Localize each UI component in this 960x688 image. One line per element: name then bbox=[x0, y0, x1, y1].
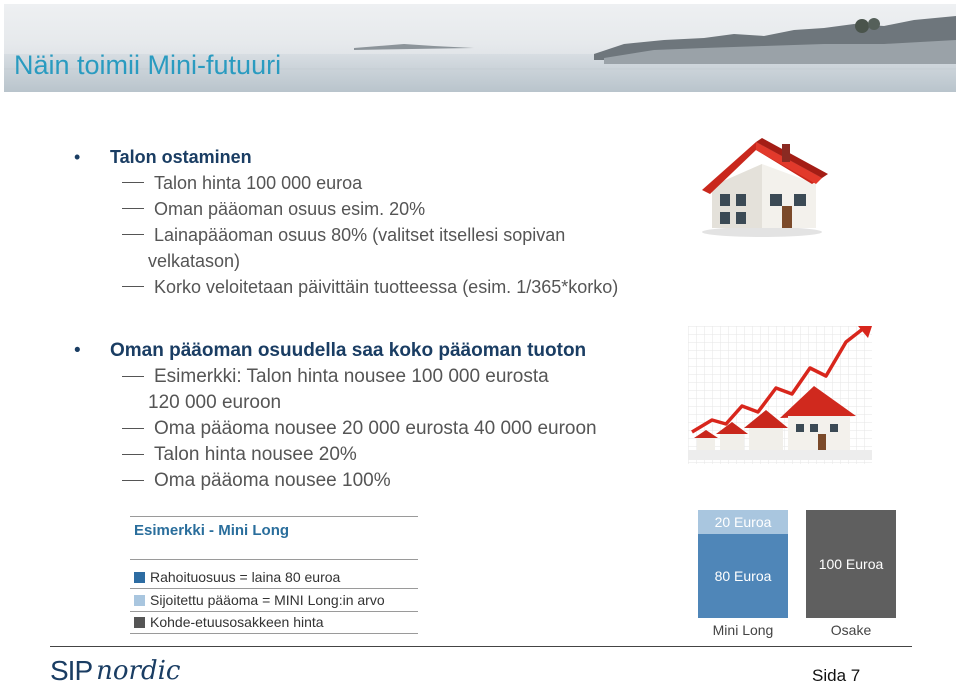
page-number: Sida 7 bbox=[812, 666, 861, 685]
dash-icon bbox=[122, 376, 144, 377]
house-icon bbox=[698, 134, 828, 238]
legend-swatch bbox=[134, 572, 145, 583]
dash-icon bbox=[122, 286, 144, 287]
comparison-bars bbox=[696, 508, 906, 642]
dash-icon bbox=[122, 182, 144, 183]
dash-icon bbox=[122, 480, 144, 481]
sub-bullet: Esimerkki: Talon hinta nousee 100 000 eurosta bbox=[74, 364, 694, 390]
rising-houses-icon bbox=[688, 326, 872, 464]
bar-mini-long-bottom: 80 Euroa bbox=[698, 534, 788, 618]
sub-bullet-continuation: velkatason) bbox=[148, 251, 241, 271]
legend-title: Esimerkki - Mini Long bbox=[134, 522, 290, 539]
sub-bullet: Lainapääoman osuus 80% (valitset itsellesi sopivan bbox=[74, 222, 694, 248]
bar-mini-long-top: 20 Euroa bbox=[698, 510, 788, 534]
sub-bullet: Oma pääoma nousee 100% bbox=[74, 468, 694, 494]
legend-swatch bbox=[134, 595, 145, 606]
bullet-heading: • Talon ostaminen bbox=[74, 144, 694, 170]
legend-mini-long bbox=[130, 516, 418, 634]
legend-rule bbox=[130, 516, 418, 517]
sub-bullet: Talon hinta nousee 20% bbox=[74, 442, 694, 468]
legend-rule bbox=[130, 588, 418, 589]
sub-bullet: Korko veloitetaan päivittäin tuotteessa (esim. 1/365*korko) bbox=[74, 274, 694, 300]
header-banner bbox=[4, 4, 956, 92]
legend-rule bbox=[130, 611, 418, 612]
footer-rule bbox=[50, 646, 912, 647]
dash-icon bbox=[122, 428, 144, 429]
dash-icon bbox=[122, 208, 144, 209]
legend-rule bbox=[130, 633, 418, 634]
legend-item: Kohde-etuusosakkeen hinta bbox=[134, 614, 324, 630]
section-paaoman-tuotto bbox=[74, 338, 694, 494]
legend-rule bbox=[130, 559, 418, 560]
page-title: Näin toimii Mini-futuuri bbox=[14, 50, 282, 80]
sub-bullet: Oma pääoma nousee 20 000 eurosta 40 000 euroon bbox=[74, 416, 694, 442]
bar-osake: 100 Euroa bbox=[806, 510, 896, 618]
section-talon-ostaminen bbox=[74, 144, 694, 300]
legend-item: Rahoituosuus = laina 80 euroa bbox=[134, 569, 340, 585]
legend-item: Sijoitettu pääoma = MINI Long:in arvo bbox=[134, 592, 385, 608]
dash-icon bbox=[122, 454, 144, 455]
bar-caption: Mini Long bbox=[712, 622, 774, 638]
bullet-heading: • Oman pääoman osuudella saa koko pääoman tuoton bbox=[74, 338, 694, 364]
dash-icon bbox=[122, 234, 144, 235]
sub-bullet: Oman pääoman osuus esim. 20% bbox=[74, 196, 694, 222]
sub-bullet: Talon hinta 100 000 euroa bbox=[74, 170, 694, 196]
sub-bullet-continuation: 120 000 euroon bbox=[148, 392, 282, 413]
bar-caption: Osake bbox=[830, 622, 872, 638]
legend-swatch bbox=[134, 617, 145, 628]
sip-nordic-logo: SIP nordic bbox=[50, 655, 181, 686]
